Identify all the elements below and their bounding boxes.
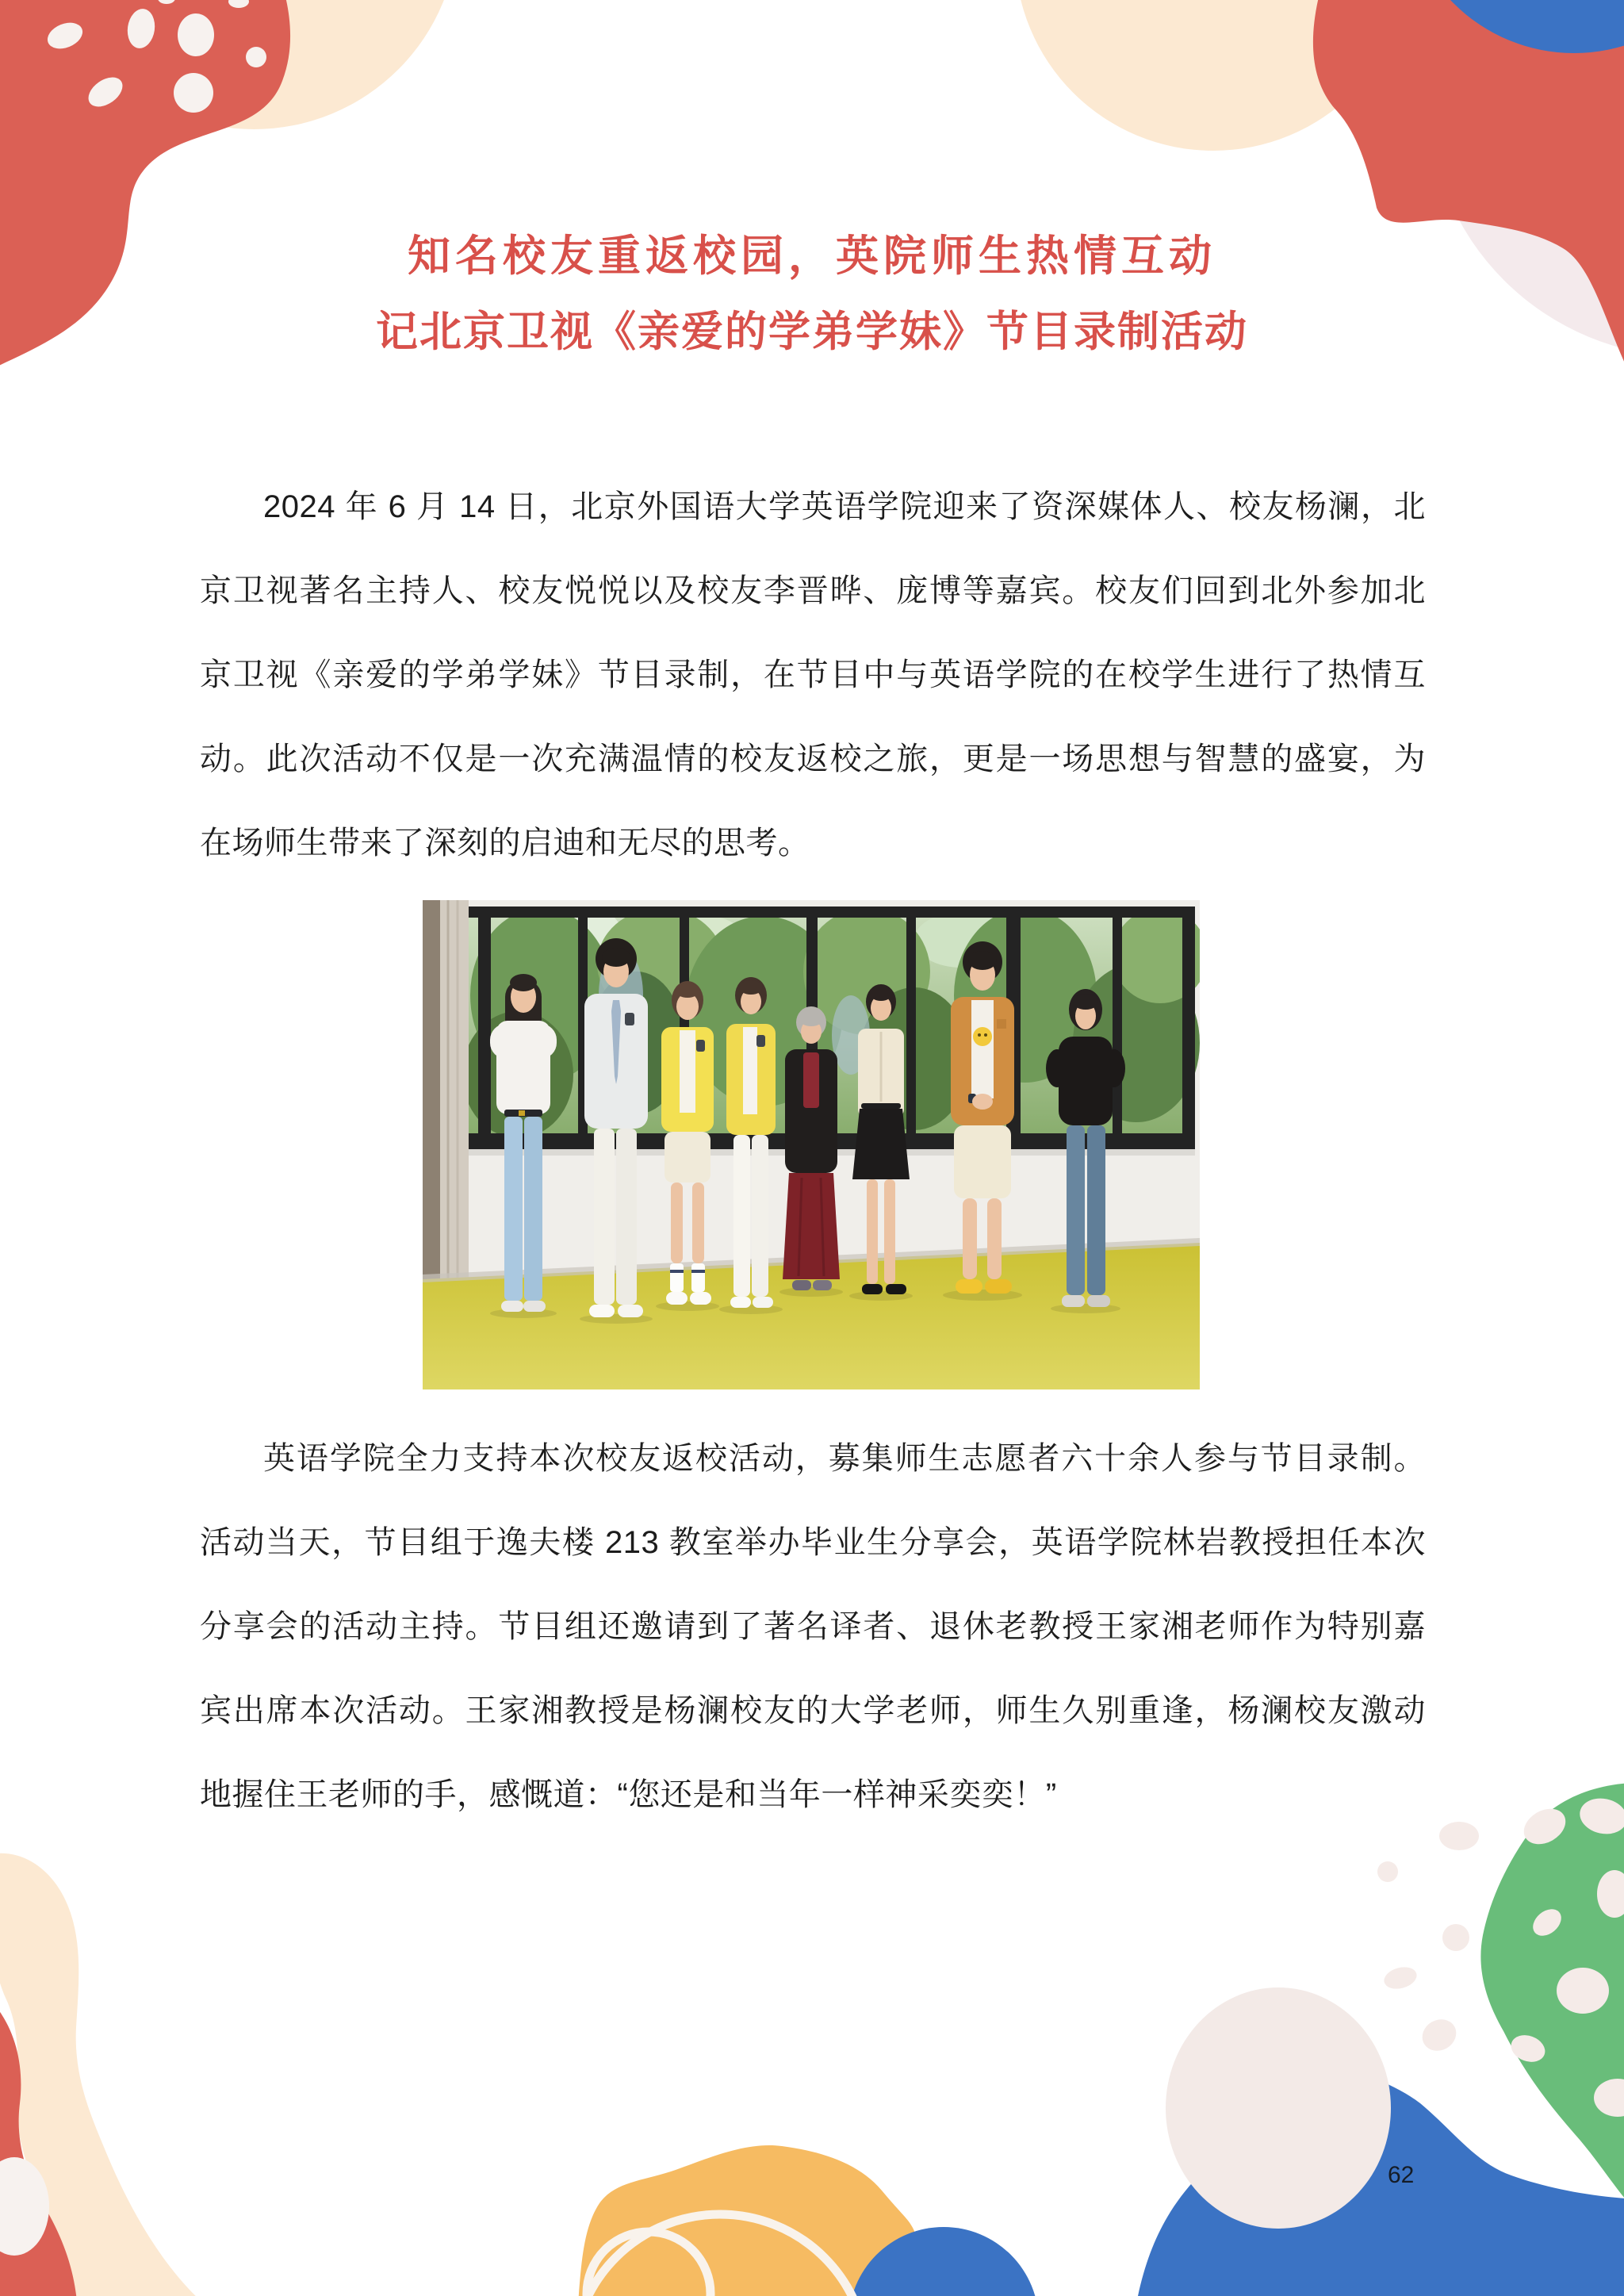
blob-bottom-left-group <box>0 1853 201 2296</box>
body-paragraph-1 <box>200 465 1426 885</box>
blob-bottom-center-group <box>573 2145 1039 2296</box>
text-line: 活动当天，节目组于逸夫楼 213 教室举办毕业生分享会，英语学院林岩教授担任本次 <box>200 1525 1426 1560</box>
text-line: 动。此次活动不仅是一次充满温情的校友返校之旅，更是一场思想与智慧的盛宴，为 <box>200 742 1426 776</box>
text-line: 京卫视《亲爱的学弟学妹》节目录制，在节目中与英语学院的在校学生进行了热情互 <box>200 657 1426 692</box>
blob-bottom-right-group <box>1136 1783 1624 2296</box>
text-line: 2024 年 6 月 14 日，北京外国语大学英语学院迎来了资深媒体人、校友杨澜，北 <box>263 489 1426 524</box>
body-paragraph-2 <box>200 1416 1426 1837</box>
article-title-line2: 记北京卫视《亲爱的学弟学妹》节目录制活动 <box>376 309 1248 355</box>
scattered-dots <box>1377 1822 1479 2056</box>
text-line: 英语学院全力支持本次校友返校活动，募集师生志愿者六十余人参与节目录制。 <box>263 1441 1426 1476</box>
text-line: 京卫视著名主持人、校友悦悦以及校友李晋晔、庞博等嘉宾。校友们回到北外参加北 <box>200 573 1426 608</box>
text-line: 分享会的活动主持。节目组还邀请到了著名译者、退休老教授王家湘老师作为特别嘉 <box>200 1609 1426 1644</box>
group-photo-image <box>423 900 1200 1389</box>
page-number: 62 <box>1388 2162 1415 2188</box>
text-line: 地握住王老师的手，感慨道：“您还是和当年一样神采奕奕！” <box>200 1777 1057 1812</box>
text-line: 宾出席本次活动。王家湘教授是杨澜校友的大学老师，师生久别重逢，杨澜校友激动 <box>200 1693 1426 1728</box>
text-line: 在场师生带来了深刻的启迪和无尽的思考。 <box>200 826 810 861</box>
article-title-line1: 知名校友重返校园，英院师生热情互动 <box>408 232 1216 280</box>
